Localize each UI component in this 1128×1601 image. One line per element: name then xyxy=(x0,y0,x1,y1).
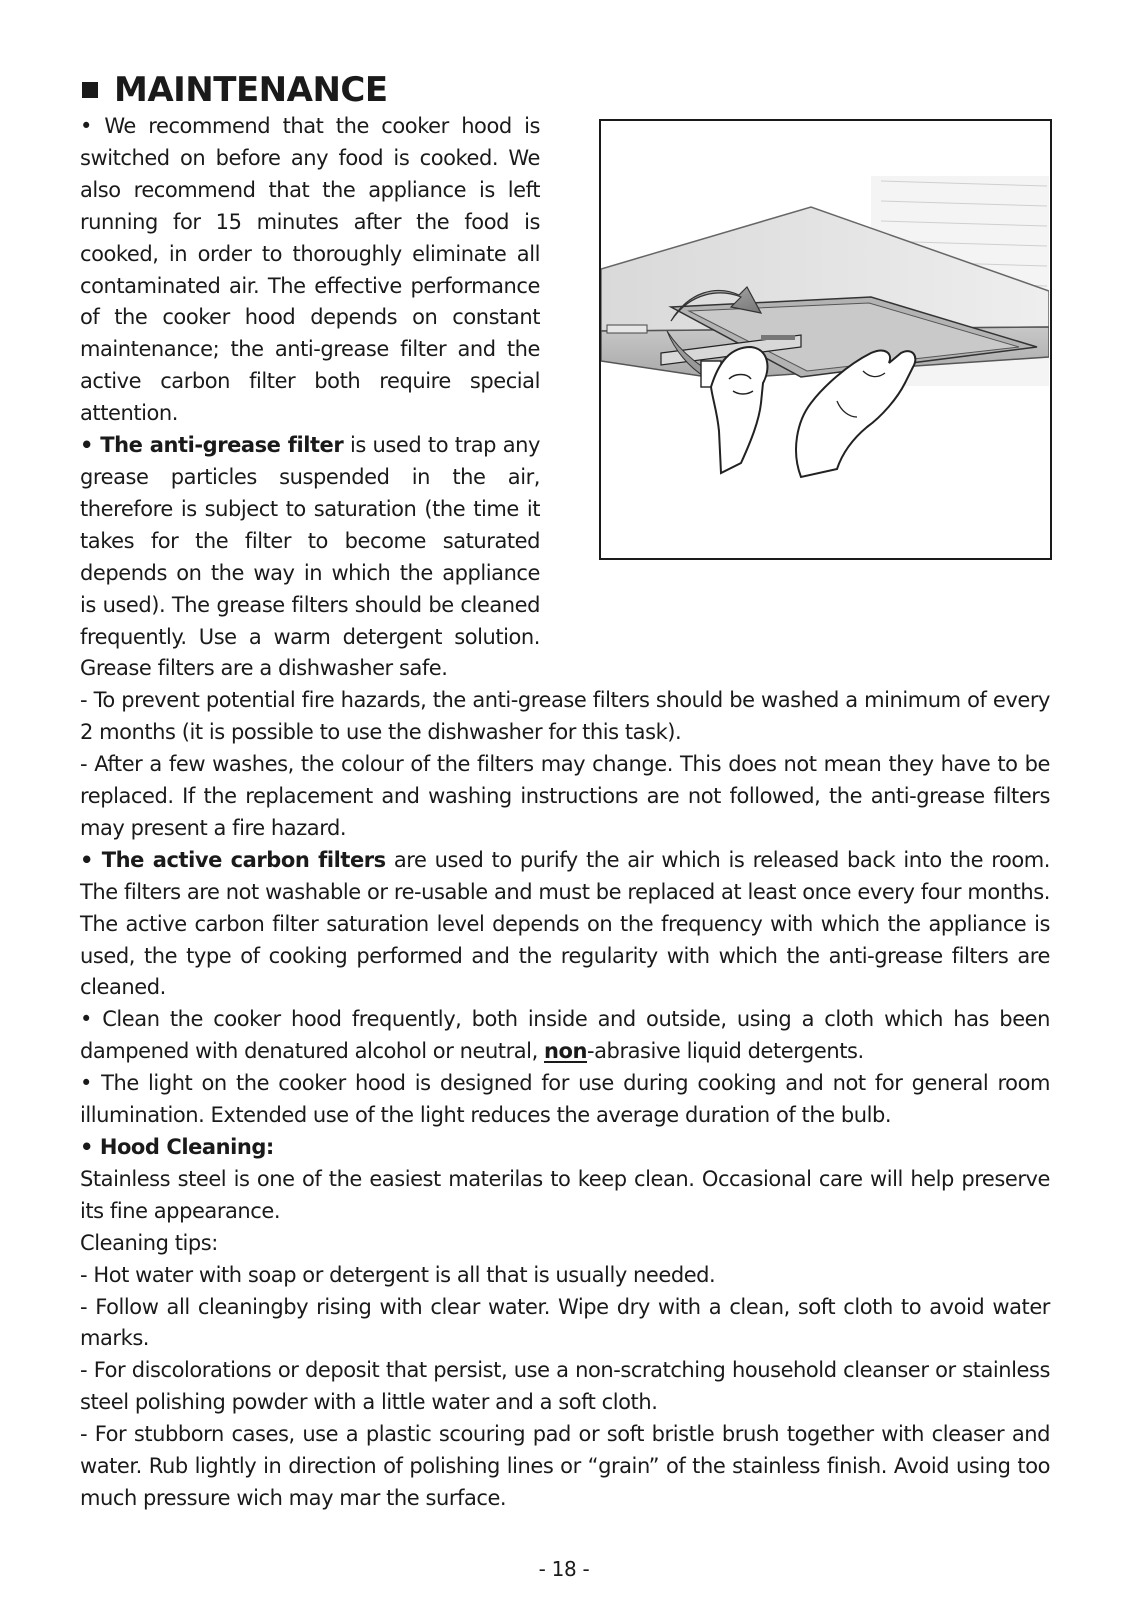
non-emphasis: non xyxy=(544,1039,588,1064)
grease-filter-text: is used to trap any grease particles suspended in the air, therefore is subject to saturation (the time it takes for the filter to become saturated depends on the way in which the appliance is used). The grease filters should be cleaned frequently. Use a warm detergent solution. Grease filters are a dishwasher safe. xyxy=(80,433,540,681)
hood-cleaning-heading xyxy=(80,1132,1050,1164)
clean-hood-paragraph xyxy=(80,1004,1050,1068)
intro-paragraph xyxy=(80,111,540,430)
hood-cleaning-intro: Stainless steel is one of the easiest materilas to keep clean. Occasional care will help preserve its fine appearance. xyxy=(80,1166,1050,1223)
cleaning-tip: - Hot water with soap or detergent is all that is usually needed. xyxy=(80,1262,716,1287)
grease-filter-term: • The anti-grease filter xyxy=(80,433,344,458)
light-note: • The light on the cooker hood is designed for use during cooking and not for general room illumination. Extended use of the light reduces the average duration of the bulb. xyxy=(80,1071,1050,1128)
page-number: - 18 - xyxy=(538,1557,590,1581)
cleaning-tip: - For stubborn cases, use a plastic scouring pad or soft bristle brush together with cleaser and water. Rub lightly in direction of polishing lines or “grain” of the stainless finish. Avoid using too much pressure wich may mar the surface. xyxy=(80,1422,1050,1510)
fire-hazard-note: - To prevent potential fire hazards, the anti-grease filters should be washed a minimum of every 2 months (it is possible to use the dishwasher for this task). xyxy=(80,688,1050,745)
cleaning-tips-label: Cleaning tips: xyxy=(80,1230,218,1255)
cleaning-tip: - Follow all cleaningby rising with clear water. Wipe dry with a clean, soft cloth to avoid water marks. xyxy=(80,1294,1050,1351)
carbon-filter-term: • The active carbon filters xyxy=(80,847,386,872)
hood-cleaning-title: • Hood Cleaning: xyxy=(80,1135,274,1159)
carbon-filter-paragraph xyxy=(80,845,1050,1005)
intro-text: • We recommend that the cooker hood is switched on before any food is cooked. We also recommend that the appliance is left running for 15 minutes after the food is cooked, in order to thoroughly eliminate all contaminated air. The effective performance of the cooker hood depends on constant maintenance; the anti-grease filter and the active carbon filter both require special attention. xyxy=(80,114,540,426)
grease-filter-paragraph xyxy=(80,430,540,685)
narrow-column xyxy=(80,111,540,685)
section-heading xyxy=(82,70,388,110)
section-title: MAINTENANCE xyxy=(114,70,388,110)
cleaning-tip: - For discolorations or deposit that persist, use a non-scratching household cleanser or stainless steel polishing powder with a little water and a soft cloth. xyxy=(80,1358,1050,1415)
heading-square-icon xyxy=(82,82,98,98)
filter-colour-note: - After a few washes, the colour of the filters may change. This does not mean they have to be replaced. If the replacement and washing instructions are not followed, the anti-grease filters may present a fire hazard. xyxy=(80,752,1050,840)
carbon-filter-text: are used to purify the air which is released back into the room. The filters are not washable or re-usable and must be replaced at least once every four months. The active carbon filter saturation level depends on the frequency with which the appliance is used, the type of cooking performed and the regularity with which the anti-grease filters are cleaned. xyxy=(80,847,1050,1000)
clean-hood-text-end: -abrasive liquid detergents. xyxy=(587,1039,864,1064)
clean-hood-text: • Clean the cooker hood frequently, both inside and outside, using a cloth which has been dampened with denatured alcohol or neutral, xyxy=(80,1007,1050,1064)
maintenance-body xyxy=(80,111,1050,1515)
